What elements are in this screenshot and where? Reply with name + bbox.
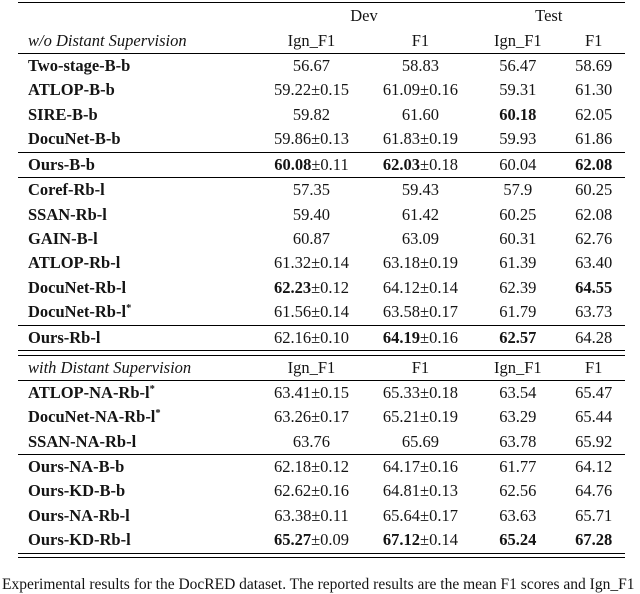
cell-value: 62.56 [499, 481, 537, 501]
table-row [18, 178, 625, 202]
cell-value: 62.76 [575, 229, 613, 249]
model-name: DocuNet-NA-Rb-l* [28, 407, 161, 427]
cell-value: 63.76 [292, 431, 331, 451]
cell-value: 64.12 [575, 457, 613, 477]
cell-value: 65.64±0.17 [382, 505, 458, 525]
cell-value: 56.47 [499, 55, 537, 75]
cell-value: 62.08 [575, 154, 613, 174]
cell-value: 63.41±0.15 [273, 382, 349, 402]
col-header-dev-ign-f1: Ign_F1 [287, 30, 336, 50]
col-header: F1 [584, 357, 603, 377]
cell-value: 61.77 [499, 457, 537, 477]
cell-value: 62.16±0.10 [273, 327, 349, 347]
model-name: Ours-Rb-l [28, 327, 101, 347]
cell-value: 65.47 [575, 382, 613, 402]
cell-value: 63.78 [499, 431, 537, 451]
col-header-test-ign-f1: Ign_F1 [494, 30, 542, 50]
cell-value: 62.62±0.16 [273, 481, 349, 501]
col-header-dev-f1: F1 [411, 30, 430, 50]
table-row [18, 54, 625, 78]
cell-value: 65.71 [575, 505, 613, 525]
model-name: Two-stage-B-b [28, 55, 131, 75]
table-row [18, 103, 625, 127]
model-name: SSAN-NA-Rb-l [28, 431, 137, 451]
table-row [18, 455, 625, 479]
model-name: Ours-NA-B-b [28, 457, 125, 477]
asterisk-marker: * [126, 303, 132, 315]
cell-value: 60.18 [499, 104, 537, 124]
table-row [18, 528, 625, 552]
cell-value: 59.43 [401, 180, 439, 200]
table-row [18, 78, 625, 102]
cell-value: 58.83 [401, 55, 439, 75]
cell-value: 56.67 [292, 55, 331, 75]
col-header: Ign_F1 [494, 357, 542, 377]
column-header-row-without-ds [18, 29, 625, 53]
cell-value: 59.86±0.13 [273, 129, 349, 149]
cell-value: 63.58±0.17 [382, 302, 458, 322]
asterisk-marker: * [155, 408, 161, 420]
model-name: GAIN-B-l [28, 229, 98, 249]
model-name: Ours-NA-Rb-l [28, 505, 130, 525]
cell-value: 65.27±0.09 [273, 530, 349, 550]
col-header-test-f1: F1 [584, 30, 603, 50]
table-caption: Experimental results for the DocRED dataset. The reported results are the mean F1 scores and Ign_F1 [2, 576, 635, 593]
cell-value: 59.82 [292, 104, 331, 124]
cell-value: 63.26±0.17 [273, 407, 349, 427]
table-row [18, 405, 625, 429]
cell-value: 64.12±0.14 [382, 277, 458, 297]
cell-value: 65.24 [499, 530, 537, 550]
column-header-row-with-ds [18, 356, 625, 380]
cell-value: 63.73 [575, 302, 613, 322]
cell-value: 62.23±0.12 [273, 277, 349, 297]
cell-value: 60.08±0.11 [274, 154, 349, 174]
cell-value: 67.28 [575, 530, 613, 550]
table-row [18, 480, 625, 504]
cell-value: 63.54 [499, 382, 537, 402]
cell-value: 61.32±0.14 [273, 253, 349, 273]
cell-value: 64.55 [575, 277, 613, 297]
col-header: Ign_F1 [287, 357, 336, 377]
model-name: ATLOP-NA-Rb-l* [28, 382, 155, 402]
cell-value: 61.09±0.16 [382, 80, 458, 100]
model-name: SSAN-Rb-l [28, 204, 107, 224]
cell-value: 65.33±0.18 [382, 382, 458, 402]
section-title-with-ds: with Distant Supervision [28, 357, 192, 377]
cell-value: 59.93 [499, 129, 537, 149]
cell-value: 60.04 [499, 154, 537, 174]
model-name: DocuNet-B-b [28, 129, 121, 149]
cell-value: 58.69 [575, 55, 613, 75]
table-row [18, 276, 625, 300]
cell-value: 65.69 [401, 431, 439, 451]
table-row [18, 227, 625, 251]
cell-value: 65.92 [575, 431, 613, 451]
cell-value: 60.25 [575, 180, 613, 200]
cell-value: 62.57 [499, 327, 537, 347]
cell-value: 63.09 [401, 229, 439, 249]
cell-value: 64.81±0.13 [382, 481, 458, 501]
table-row [18, 381, 625, 405]
model-name: DocuNet-Rb-l* [28, 302, 132, 322]
section-title-without-ds: w/o Distant Supervision [28, 30, 187, 50]
model-name: ATLOP-B-b [28, 80, 115, 100]
cell-value: 65.44 [575, 407, 613, 427]
cell-value: 63.18±0.19 [382, 253, 458, 273]
cell-value: 61.39 [499, 253, 537, 273]
cell-value: 61.56±0.14 [273, 302, 349, 322]
table-row [18, 153, 625, 177]
cell-value: 62.05 [575, 104, 613, 124]
cell-value: 57.35 [292, 180, 331, 200]
cell-value: 59.31 [499, 80, 537, 100]
cell-value: 65.21±0.19 [382, 407, 458, 427]
double-separator-rule [18, 553, 625, 559]
cell-value: 59.40 [292, 204, 331, 224]
cell-value: 63.40 [575, 253, 613, 273]
table-row [18, 203, 625, 227]
cell-value: 61.86 [575, 129, 613, 149]
model-name: Coref-Rb-l [28, 180, 105, 200]
table-row [18, 300, 625, 324]
col-header: F1 [411, 357, 430, 377]
table-row [18, 504, 625, 528]
cell-value: 64.17±0.16 [382, 457, 458, 477]
cell-value: 63.38±0.11 [274, 505, 349, 525]
cell-value: 62.18±0.12 [273, 457, 349, 477]
model-name: Ours-B-b [28, 154, 95, 174]
model-name: Ours-KD-Rb-l [28, 530, 131, 550]
cell-value: 57.9 [503, 180, 533, 200]
cell-value: 60.25 [499, 204, 537, 224]
cell-value: 64.28 [575, 327, 613, 347]
model-name: SIRE-B-b [28, 104, 98, 124]
table-row [18, 430, 625, 454]
model-name: Ours-KD-B-b [28, 481, 126, 501]
cell-value: 63.29 [499, 407, 537, 427]
cell-value: 64.19±0.16 [382, 327, 458, 347]
model-name: ATLOP-Rb-l [28, 253, 121, 273]
cell-value: 61.30 [575, 80, 613, 100]
cell-value: 64.76 [575, 481, 613, 501]
cell-value: 63.63 [499, 505, 537, 525]
cell-value: 59.22±0.15 [273, 80, 349, 100]
table-row [18, 127, 625, 151]
cell-value: 60.87 [292, 229, 331, 249]
cell-value: 67.12±0.14 [382, 530, 458, 550]
table-row [18, 252, 625, 276]
cell-value: 62.03±0.18 [382, 154, 458, 174]
cell-value: 60.31 [499, 229, 537, 249]
cell-value: 61.79 [499, 302, 537, 322]
group-header-dev: Dev [350, 5, 378, 25]
asterisk-marker: * [149, 383, 155, 395]
table-row [18, 326, 625, 350]
group-header-test: Test [535, 5, 563, 25]
results-table [18, 2, 625, 558]
cell-value: 62.39 [499, 277, 537, 297]
cell-value: 61.83±0.19 [382, 129, 458, 149]
cell-value: 62.08 [575, 204, 613, 224]
cell-value: 61.60 [401, 104, 439, 124]
table-body [18, 54, 625, 558]
model-name: DocuNet-Rb-l [28, 277, 127, 297]
group-header-row [18, 3, 625, 29]
cell-value: 61.42 [401, 204, 439, 224]
